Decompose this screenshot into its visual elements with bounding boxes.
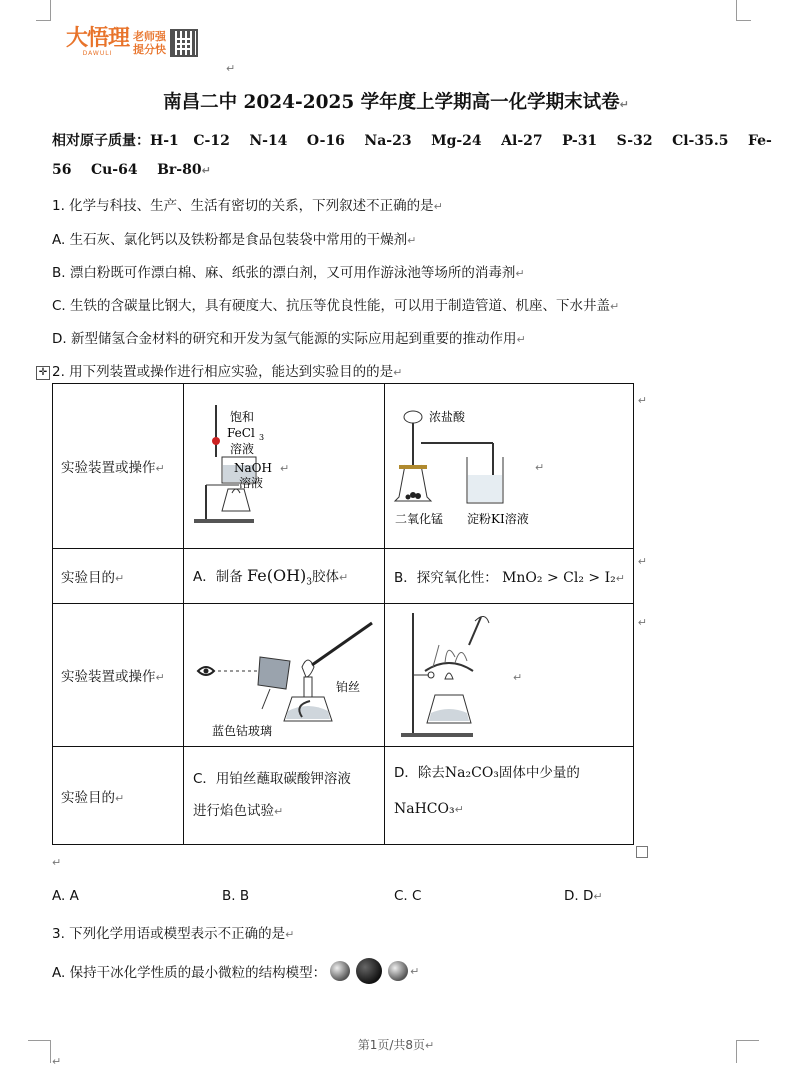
page-title: 南昌二中 2024-2025 学年度上学期高一化学期末试卷↵ (163, 92, 629, 113)
purpose-label-cell: 实验目的↵ (53, 549, 184, 604)
table-row (53, 549, 634, 604)
flame-test-figure (184, 605, 384, 746)
option-b-cell: B．探究氧化性： MnO₂ > Cl₂ > I₂↵ ↵ (385, 549, 634, 604)
fig-a-label-5: 溶液 (239, 475, 264, 490)
figure-b-cell (385, 384, 647, 549)
q2-answer-d: D. D↵ (564, 888, 603, 904)
option-a-cell: A．制备 $Fe(OH)_3$胶体↵ (184, 549, 385, 604)
fig-d-para-mark: ↵ (513, 670, 523, 684)
fig-c-label-glass: 蓝色钴玻璃 (212, 723, 273, 738)
table-move-handle-icon[interactable]: ✛ (36, 366, 50, 380)
table-row (53, 604, 634, 747)
q1-stem: 1. 化学与科技、生产、生活有密切的关系，下列叙述不正确的是↵ (52, 198, 443, 214)
fig-b-label-left: 二氧化锰 (395, 511, 444, 526)
crop-mark-top-right (736, 0, 751, 21)
atomic-masses-line-2: 56 Cu-64 Br-80↵ (52, 162, 211, 178)
cell-end-mark: ↵ (637, 555, 647, 568)
fig-b-label-right: 淀粉KI溶液 (467, 511, 529, 526)
fig-a-para-mark: ↵ (280, 461, 290, 475)
q2-stem: 2. 用下列装置或操作进行相应实验，能达到实验目的的是↵ (52, 364, 403, 380)
table-resize-handle[interactable] (636, 846, 648, 858)
atomic-masses-lead: 相对原子质量： (52, 133, 150, 149)
q2-answer-c: C. C (394, 888, 422, 904)
atomic-masses-line-1: 相对原子质量：H-1 C-12 N-14 O-16 Na-23 Mg-24 Al-27 P-31 S-32 Cl-35.5 Fe- (52, 133, 772, 149)
paragraph-mark: ↵ (52, 856, 62, 869)
fig-c-label-wire: 铂丝 (336, 679, 361, 694)
page-footer: 第1页/共8页↵ (357, 1038, 435, 1052)
q3-stem: 3. 下列化学用语或模型表示不正确的是↵ (52, 926, 295, 942)
q1-option-b: B. 漂白粉既可作漂白棉、麻、纸张的漂白剂，又可用作游泳池等场所的消毒剂↵ (52, 265, 525, 281)
figure-a-cell (184, 384, 385, 549)
fig-a-label-1: 饱和 (230, 409, 255, 424)
fig-a-label-2: FeCl (227, 425, 255, 440)
table-row (53, 747, 634, 845)
table-row (53, 384, 634, 549)
fig-a-label-4: NaOH (234, 460, 272, 475)
q2-answer-a: A. A (52, 888, 79, 904)
purpose-label-cell: 实验目的↵ (53, 747, 184, 845)
figure-d-cell (385, 604, 647, 747)
q2-answer-b: B. B (222, 888, 250, 904)
slogan-line-2: 提分快 (133, 42, 167, 56)
option-d-cell: D．除去Na₂CO₃固体中少量的 NaHCO₃↵ (385, 747, 634, 845)
brand-logo (66, 28, 198, 57)
paragraph-mark: ↵ (52, 1055, 62, 1068)
figure-c-cell (184, 604, 385, 747)
paragraph-mark: ↵ (226, 62, 236, 75)
q1-option-a: A. 生石灰、氯化钙以及铁粉都是食品包装袋中常用的干燥剂↵ (52, 232, 417, 248)
option-c-cell: C．用铂丝蘸取碳酸钾溶液 进行焰色试验↵ (184, 747, 385, 845)
logo-text: 大悟理 (66, 26, 130, 51)
chlorine-oxidation-figure (385, 385, 633, 548)
fig-a-label-2-subscript: 3 (259, 432, 265, 442)
cell-end-mark: ↵ (637, 616, 647, 629)
setup-label-cell: 实验装置或操作↵ (53, 604, 184, 747)
fig-a-label-3: 溶液 (230, 441, 255, 456)
heating-solid-figure (385, 605, 633, 746)
q1-option-c: C. 生铁的含碳量比钢大，具有硬度大、抗压等优良性能，可以用于制造管道、机座、下水井盖↵ (52, 298, 620, 314)
fig-b-label-top: 浓盐酸 (429, 409, 466, 424)
colloid-preparation-figure (184, 385, 384, 548)
cell-end-mark: ↵ (637, 394, 647, 407)
slogan-line-1: 老师强 (133, 29, 167, 43)
q1-option-d: D. 新型储氢合金材料的研究和开发为氢气能源的实际应用起到重要的推动作用↵ (52, 331, 526, 347)
crop-mark-top-left (36, 0, 51, 21)
experiment-table (52, 383, 647, 845)
q3-option-a: A. 保持干冰化学性质的最小微粒的结构模型： ↵ (52, 958, 742, 984)
setup-label-cell: 实验装置或操作↵ (53, 384, 184, 549)
fig-b-para-mark: ↵ (535, 460, 545, 474)
logo-subtext: DAWULI (82, 50, 113, 57)
co2-molecule-model-icon (328, 958, 410, 984)
qr-code-icon (170, 29, 198, 57)
